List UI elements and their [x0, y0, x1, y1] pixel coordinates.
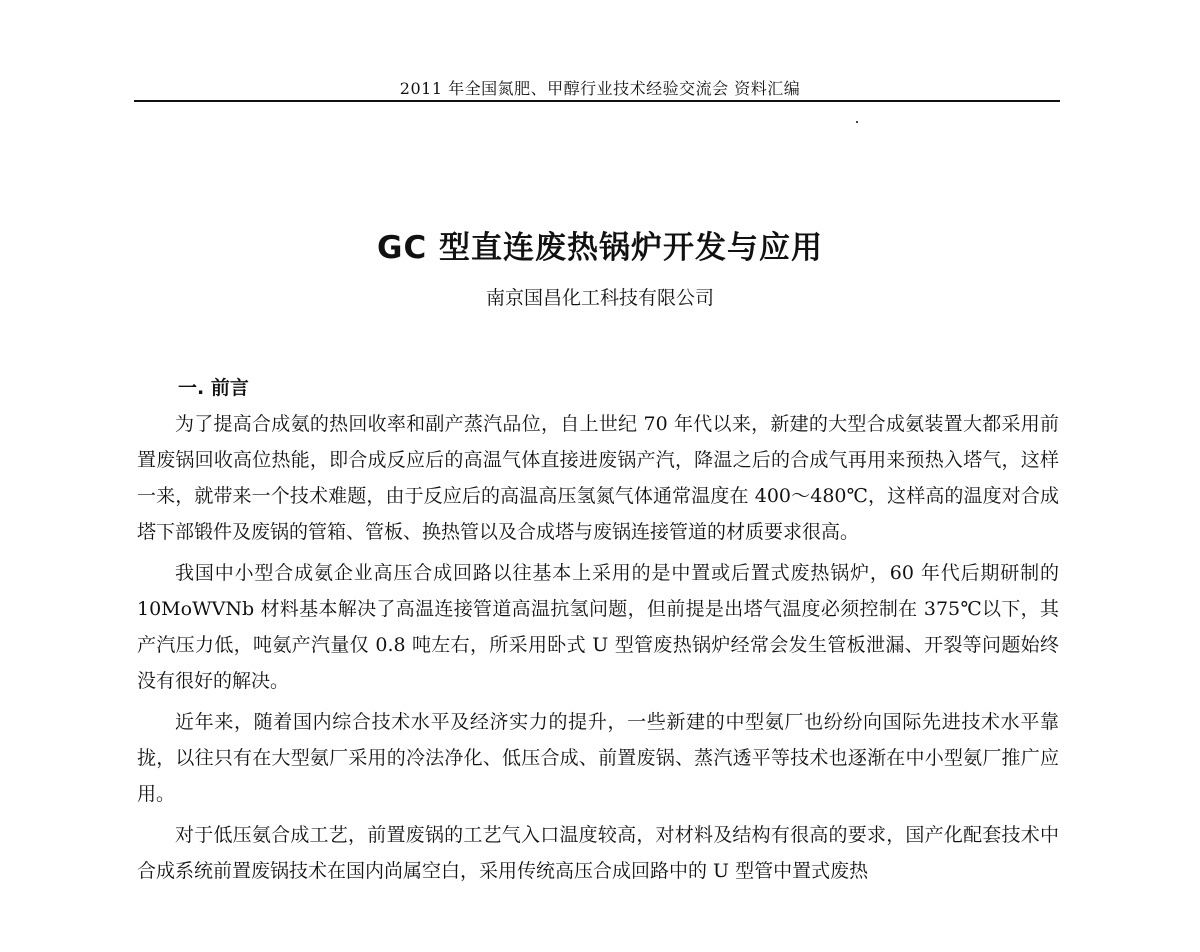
paragraph: 对于低压氨合成工艺，前置废锅的工艺气入口温度较高，对材料及结构有很高的要求，国产化配套技术中合成系统前置废锅技术在国内尚属空白，采用传统高压合成回路中的 U 型管中置式废热 — [137, 824, 1059, 882]
scan-speck — [856, 121, 858, 123]
paragraph: 近年来，随着国内综合技术水平及经济实力的提升，一些新建的中型氨厂也纷纷向国际先进技术水平靠拢，以往只有在大型氨厂采用的冷法净化、低压合成、前置废锅、蒸汽透平等技术也逐渐在中小型氨厂推广应用。 — [137, 711, 1059, 805]
document-title: GC 型直连废热锅炉开发与应用 — [377, 230, 823, 266]
running-header: 2011 年全国氮肥、甲醇行业技术经验交流会 资料汇编 — [399, 79, 801, 98]
header-divider — [134, 100, 1060, 102]
body-text — [137, 406, 1059, 894]
section-heading: 一. 前言 — [178, 377, 249, 399]
organization-name: 南京国昌化工科技有限公司 — [485, 287, 714, 309]
paragraph: 我国中小型合成氨企业高压合成回路以往基本上采用的是中置或后置式废热锅炉，60 年代后期研制的 10MoWVNb 材料基本解决了高温连接管道高温抗氢问题，但前提是出塔气温度必须控制在 375℃以下，其产汽压力低，吨氨产汽量仅 0.8 吨左右，所采用卧式 U 型管废热锅炉经常会发生管板泄漏、开裂等问题始终没有很好的解决。 — [137, 562, 1059, 692]
paragraph: 为了提高合成氨的热回收率和副产蒸汽品位，自上世纪 70 年代以来，新建的大型合成氨装置大都采用前置废锅回收高位热能，即合成反应后的高温气体直接进废锅产汽，降温之后的合成气再用来预热入塔气，这样一来，就带来一个技术难题，由于反应后的高温高压氢氮气体通常温度在 400～480℃，这样高的温度对合成塔下部锻件及废锅的管箱、管板、换热管以及合成塔与废锅连接管道的材质要求很高。 — [137, 413, 1059, 543]
